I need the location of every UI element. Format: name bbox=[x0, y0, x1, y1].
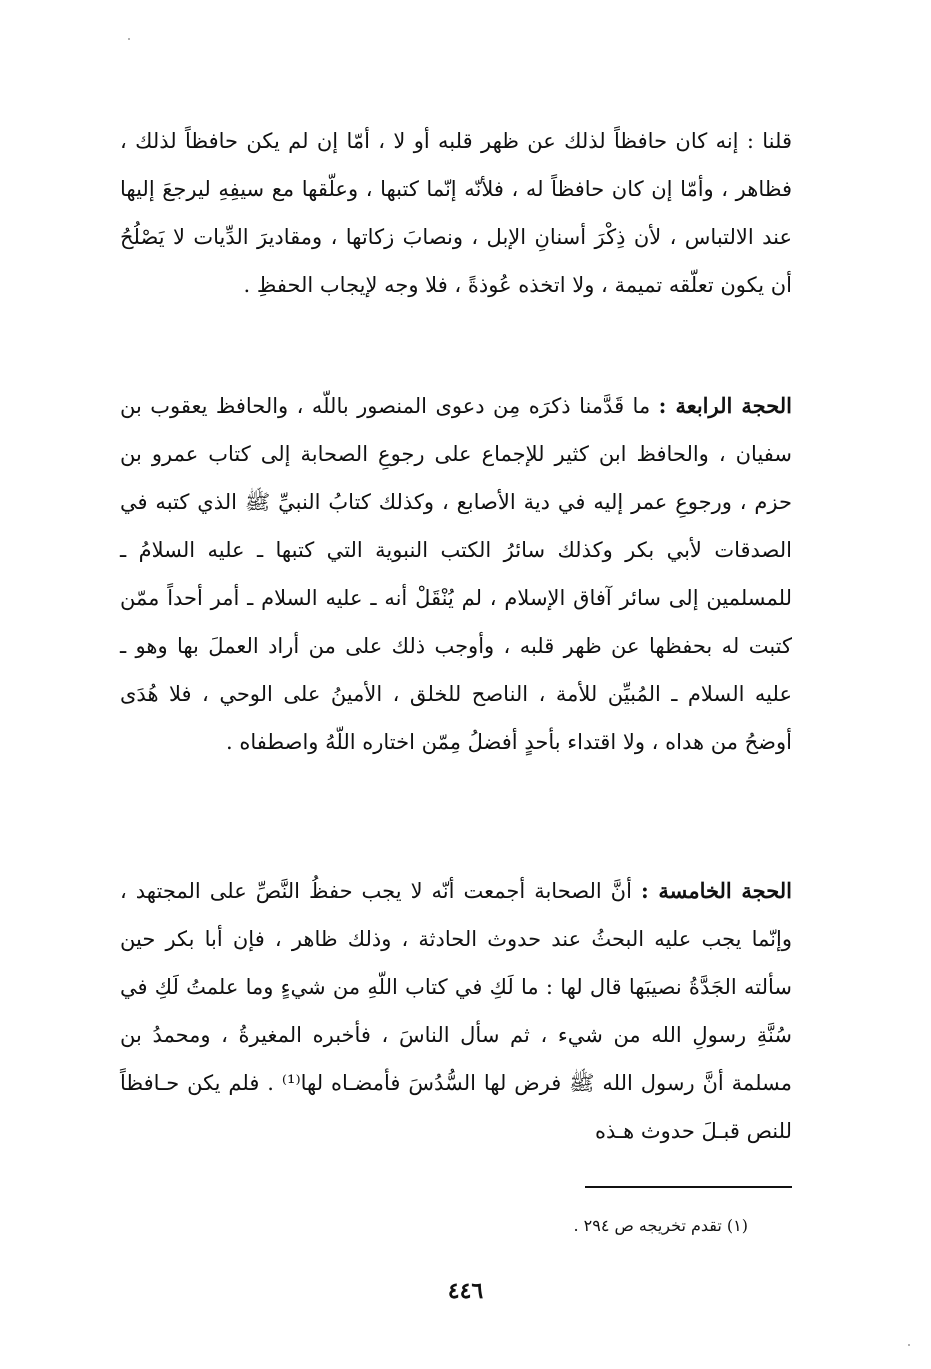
page-number: ٤٤٦ bbox=[447, 1278, 484, 1304]
paragraph-text: ما قَدَّمنا ذكرَه مِن دعوى المنصور باللّه ، والحافظ يعقوب بن سفيان ، والحافظ ابن كثير للإجماع على رجوعِ الصحابة إلى كتاب عمرو بن حزم ، ورجوعِ عمر إليه في دية الأصابع ، وكذلك كتابُ النبيِّ ﷺ الذي كتبه في الصدقات لأبي بكر وكذلك سائرُ الكتب النبوية التي كتبها ـ عليه السلامُ ـ للمسلمين إلى سائر آفاق الإسلام ، لم يُنْقَلْ أنه ـ عليه السلام ـ أمر أحداً ممّن كتبت له بحفظها عن ظهر قلبه ، وأوجب ذلك على من أراد العملَ بها وهو ـ عليه السلام ـ المُبيِّن للأمة ، الناصح للخلق ، الأمينُ على الوحي ، فلا هُدَى أوضحُ من هداه ، ولا اقتداء بأحدٍ أفضلُ مِمّن اختاره اللّهُ واصطفاه . bbox=[120, 394, 792, 754]
scan-speck bbox=[908, 1344, 910, 1346]
scan-speck bbox=[128, 38, 130, 40]
paragraph-1 bbox=[120, 117, 792, 309]
footnote-divider bbox=[585, 1186, 792, 1188]
paragraph-text: قلنا : إنه كان حافظاً لذلك عن ظهر قلبه أو لا ، أمّا إن لم يكن حافظاً لذلك ، فظاهر ، وأمّا إن كان حافظاً له ، فلأنّه إنّما كتبها ، وعلّقها مع سيفِهِ ليرجعَ إليها عند الالتباس ، لأن ذِكْرَ أسنانِ الإبل ، ونصابَ زكاتها ، ومقاديرَ الدِّيات لا يَصْلُحُ أن يكون تعلّقه تميمة ، ولا اتخذه عُوذةً ، فلا وجه لإيجاب الحفظِ . bbox=[120, 129, 792, 297]
footnote: (١) تقدم تخريجه ص ٢٩٤ . bbox=[573, 1216, 748, 1235]
paragraph-2 bbox=[120, 382, 792, 766]
paragraph-text: أنَّ الصحابة أجمعت أنّه لا يجب حفظُ النَّصِّ على المجتهد ، وإنّما يجب عليه البحثُ عند حدوث الحادثة ، وذلك ظاهر ، فإن أبا بكر حين سألته الجَدَّةُ نصيبَها قال لها : ما لَكِ في كتاب اللّهِ من شيءٍ وما علمتُ لَكِ في سُنَّةِ رسولِ الله من شيء ، ثم سأل الناسَ ، فأخبره المغيرةُ ، ومحمدُ بن مسلمة أنَّ رسول الله ﷺ فرض لها السُّدُسَ فأمضـاه لها⁽¹⁾ . فلم يكن حـافظاً للنص قبـلَ حدوث هـذه bbox=[120, 879, 792, 1143]
paragraph-lead: الحجة الرابعة : bbox=[658, 393, 792, 418]
paragraph-3 bbox=[120, 867, 792, 1155]
paragraph-lead: الحجة الخامسة : bbox=[640, 878, 793, 903]
